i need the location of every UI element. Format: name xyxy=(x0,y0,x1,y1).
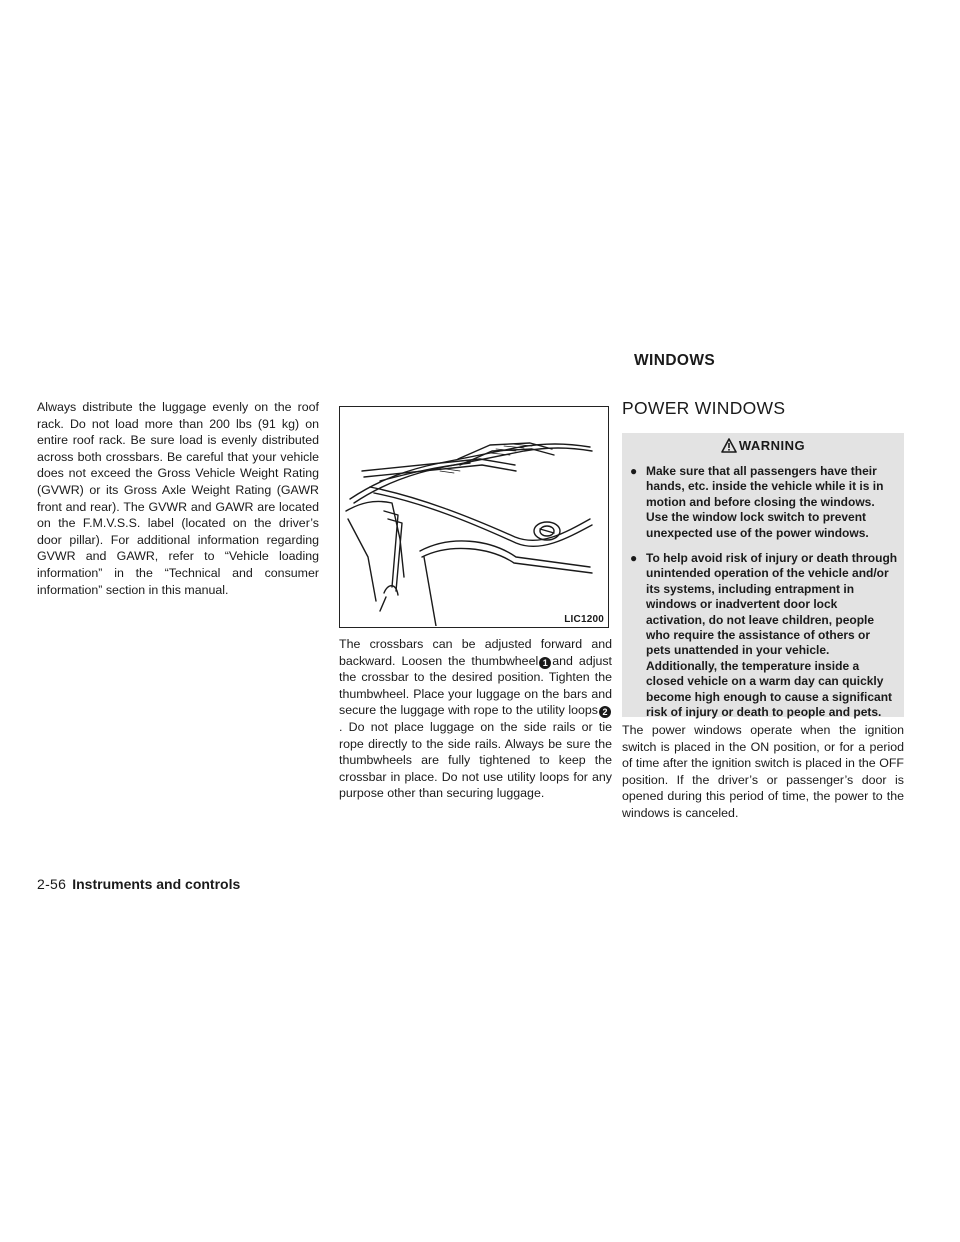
bullet-icon: ● xyxy=(630,464,638,478)
section-title: WINDOWS xyxy=(634,352,716,369)
power-windows-text: The power windows operate when the ignition switch is placed in the ON position, or for a period of time after the ignition switch is placed in the OFF position. If the driver’s or passenger’s door is opened during this period of time, the power to the windows is canceled. xyxy=(622,723,904,820)
warning-label: WARNING xyxy=(738,438,806,453)
warning-item-text: Make sure that all passengers have their hands, etc. inside the vehicle while it is in motion and before closing the windows. Use the window lock switch to prevent unexpected use of the power windows. xyxy=(646,464,884,540)
crossbar-text-part3: . Do not place luggage on the side rails or tie rope directly to the side rails. Always be sure the thumbwheels are fully tightened to keep the crossbar in place. Do not use utility loops for any purpose other than securing luggage. xyxy=(339,719,612,801)
power-windows-paragraph xyxy=(622,722,904,822)
warning-list xyxy=(630,464,898,731)
warning-box xyxy=(622,433,904,720)
warning-item xyxy=(630,551,898,720)
warning-header xyxy=(622,438,904,453)
subsection-title: POWER WINDOWS xyxy=(622,398,786,418)
warning-item-text: To help avoid risk of injury or death through unintended operation of the vehicle and/or its systems, including entrapment in windows or inadvertent door lock activation, do not leave children, people who require the assistance of others or pets unattended in your vehicle. Additionally, the temperature inside a closed vehicle on a warm day can quickly become high enough to cause a significant risk of injury or death to people and pets. xyxy=(646,551,898,720)
warning-item xyxy=(630,464,898,541)
page-number: 2-56 xyxy=(37,876,67,892)
figure-code: LIC1200 xyxy=(564,614,604,625)
warning-triangle-icon xyxy=(721,438,737,453)
chapter-title: Instruments and controls xyxy=(72,876,241,892)
crossbar-text-part2: and adjust the crossbar to the desired position. Tighten the thumbwheel. Place your luggage on the bars and secure the luggage with rope to the utility loops xyxy=(339,653,612,718)
roof-rack-paragraph xyxy=(37,399,319,598)
roof-rack-drawing xyxy=(340,407,607,626)
page-footer xyxy=(37,876,240,892)
callout-2-icon: 2 xyxy=(599,706,611,718)
crossbar-paragraph xyxy=(339,636,612,802)
bullet-icon: ● xyxy=(630,551,638,566)
crossbar-text-part1: The crossbars can be adjusted forward and backward. Loosen the thumbwheel xyxy=(339,637,612,668)
roof-rack-text: Always distribute the luggage evenly on the roof rack. Do not load more than 200 lbs (91 kg) on entire roof rack. Be sure load is evenly distributed across both crossbars. Be careful that your vehicle does not exceed the Gross Vehicle Weight Rating (GVWR) or its Gross Axle Weight Rating (GAWR front and rear). The GVWR and GAWR are located on the F.M.V.S.S. label (located on the driver’s door pillar). For additional information regarding GVWR and GAWR, refer to “Vehicle loading information” in the “Technical and consumer information” section in this manual. xyxy=(37,400,319,597)
callout-1-icon: 1 xyxy=(539,657,551,669)
roof-rack-illustration xyxy=(339,406,609,628)
